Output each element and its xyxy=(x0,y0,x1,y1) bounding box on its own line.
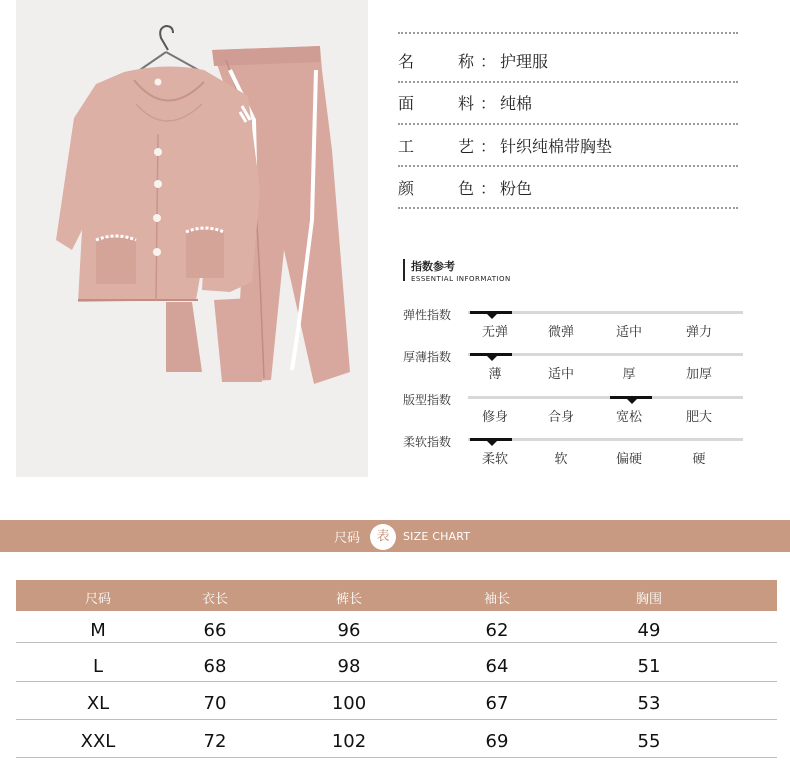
size-table-cell: 62 xyxy=(485,620,509,641)
pajama-set-image xyxy=(16,0,368,477)
spec-divider xyxy=(398,207,738,209)
size-table-cell: 96 xyxy=(337,620,361,641)
size-table-cell: 102 xyxy=(331,731,367,752)
index-option: 厚 xyxy=(622,367,636,382)
spec-divider xyxy=(398,32,738,34)
size-table-cell: 64 xyxy=(485,656,509,677)
size-table-cell: 69 xyxy=(485,731,509,752)
table-row-divider xyxy=(16,642,777,643)
size-table-cell: 68 xyxy=(203,656,227,677)
size-chart-title: 尺码 xyxy=(334,531,361,546)
spec-label-char: 料 xyxy=(457,93,474,113)
size-table-cell: 51 xyxy=(637,656,661,677)
size-chart-subtitle: SIZE CHART xyxy=(403,530,471,543)
spec-row-color xyxy=(398,166,738,208)
index-option: 修身 xyxy=(481,410,508,425)
size-table-cell: 70 xyxy=(203,693,227,714)
size-label-cell: XL xyxy=(86,693,110,714)
index-name: 弹性指数 xyxy=(403,308,452,322)
spec-value: 纯棉 xyxy=(500,93,533,113)
index-option: 柔软 xyxy=(481,452,508,467)
spec-colon: ： xyxy=(480,93,497,113)
spec-label-char: 工 xyxy=(398,136,415,156)
index-option: 硬 xyxy=(692,452,706,467)
spec-colon: ： xyxy=(480,51,497,71)
spec-label-char: 称 xyxy=(457,51,474,71)
index-option: 加厚 xyxy=(685,367,712,382)
spec-label-char: 名 xyxy=(398,51,415,71)
spec-value: 粉色 xyxy=(500,178,533,198)
index-option: 宽松 xyxy=(615,410,642,425)
spec-label xyxy=(398,91,480,114)
spec-label-char: 颜 xyxy=(398,178,415,198)
index-track xyxy=(468,396,743,399)
index-option: 弹力 xyxy=(685,325,712,340)
index-name: 柔软指数 xyxy=(403,435,452,449)
table-row-divider xyxy=(16,757,777,758)
spec-value: 护理服 xyxy=(500,51,549,71)
index-marker xyxy=(470,438,512,441)
spec-label-char: 色 xyxy=(457,178,474,198)
size-chart-badge: 表 xyxy=(370,524,396,550)
size-label-cell: L xyxy=(92,656,104,677)
spec-label xyxy=(398,49,480,72)
size-table-cell: 100 xyxy=(331,693,367,714)
size-table-cell: 67 xyxy=(485,693,509,714)
size-table-cell: 72 xyxy=(203,731,227,752)
size-table-header-cell: 裤长 xyxy=(335,592,362,607)
index-option: 肥大 xyxy=(685,410,712,425)
spec-label-char: 艺 xyxy=(457,136,474,156)
size-table-header-cell: 袖长 xyxy=(483,592,510,607)
size-table-header-cell: 衣长 xyxy=(201,592,228,607)
index-marker xyxy=(470,311,512,314)
size-table-cell: 53 xyxy=(637,693,661,714)
size-label-cell: M xyxy=(90,620,106,641)
spec-row-name xyxy=(398,39,738,81)
index-option: 软 xyxy=(554,452,568,467)
spec-colon: ： xyxy=(480,136,497,156)
product-photo xyxy=(16,0,368,477)
index-marker xyxy=(610,396,652,399)
size-table-cell: 55 xyxy=(637,731,661,752)
spec-row-fabric xyxy=(398,81,738,123)
index-subtitle: ESSENTIAL INFORMATION xyxy=(411,275,511,283)
index-option: 薄 xyxy=(488,367,502,382)
spec-colon: ： xyxy=(480,178,497,198)
size-label-cell: XXL xyxy=(80,731,116,752)
spec-value: 针织纯棉带胸垫 xyxy=(500,136,613,156)
index-name: 厚薄指数 xyxy=(403,350,452,364)
spec-label xyxy=(398,176,480,199)
index-option: 适中 xyxy=(547,367,574,382)
size-table-cell: 98 xyxy=(337,656,361,677)
index-option: 偏硬 xyxy=(615,452,642,467)
size-table-cell: 66 xyxy=(203,620,227,641)
index-title-bar xyxy=(403,259,405,281)
size-table-cell: 49 xyxy=(637,620,661,641)
index-option: 适中 xyxy=(615,325,642,340)
size-table-header-cell: 尺码 xyxy=(84,592,111,607)
table-row-divider xyxy=(16,719,777,720)
index-option: 合身 xyxy=(547,410,574,425)
index-marker xyxy=(470,353,512,356)
index-option: 微弹 xyxy=(547,325,574,340)
index-title: 指数参考 xyxy=(411,260,455,273)
table-row-divider xyxy=(16,681,777,682)
spec-row-craft xyxy=(398,124,738,166)
index-option: 无弹 xyxy=(481,325,508,340)
index-name: 版型指数 xyxy=(403,393,452,407)
spec-label-char: 面 xyxy=(398,93,415,113)
spec-label xyxy=(398,134,480,157)
size-table-header-cell: 胸围 xyxy=(635,592,662,607)
